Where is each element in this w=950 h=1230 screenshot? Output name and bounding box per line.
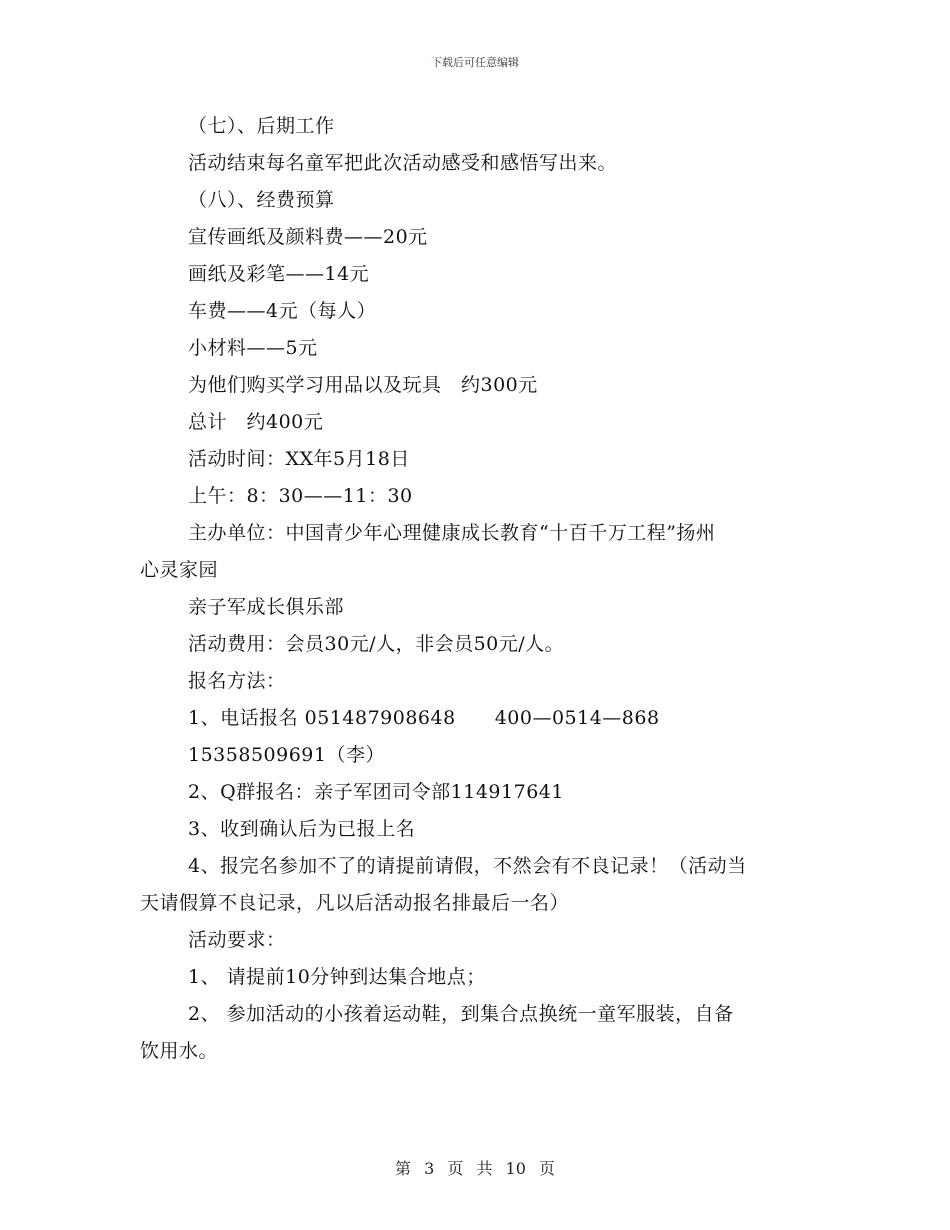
registration-qq-group: 2、Q群报名：亲子军团司令部114917641 — [188, 781, 564, 803]
paragraph-line: 活动结束每名童军把此次活动感受和感悟写出来。 — [188, 152, 618, 174]
budget-item: 车费——4元（每人） — [188, 300, 377, 322]
registration-leave-note-continued: 天请假算不良记录，凡以后活动报名排最后一名） — [140, 892, 570, 914]
activity-date: 活动时间：XX年5月18日 — [188, 448, 410, 470]
page-header: 下载后可任意编辑 — [431, 56, 519, 69]
requirement-item: 2、 参加活动的小孩着运动鞋，到集合点换统一童军服装，自备 — [188, 1003, 734, 1025]
section-heading-later-work: （七）、后期工作 — [188, 115, 335, 137]
budget-item: 小材料——5元 — [188, 337, 318, 359]
organizer-club: 亲子军成长俱乐部 — [188, 596, 345, 618]
registration-heading: 报名方法： — [188, 670, 286, 692]
requirement-item-continued: 饮用水。 — [140, 1040, 219, 1062]
organizer-line: 主办单位：中国青少年心理健康成长教育“十百千万工程”扬州 — [188, 522, 716, 544]
section-heading-budget: （八）、经费预算 — [188, 189, 335, 211]
registration-phone: 1、电话报名 051487908648 400—0514—868 — [188, 707, 660, 729]
registration-leave-note: 4、报完名参加不了的请提前请假，不然会有不良记录！（活动当 — [188, 855, 747, 877]
requirements-heading: 活动要求： — [188, 929, 286, 951]
budget-total: 总计 约400元 — [188, 411, 324, 433]
organizer-line-continued: 心灵家园 — [140, 559, 219, 581]
budget-item: 为他们购买学习用品以及玩具 约300元 — [188, 374, 538, 396]
registration-confirm: 3、收到确认后为已报上名 — [188, 818, 416, 840]
budget-item: 画纸及彩笔——14元 — [188, 263, 370, 285]
activity-fee: 活动费用：会员30元/人，非会员50元/人。 — [188, 633, 565, 655]
page-footer: 第 3 页 共 10 页 — [395, 1159, 555, 1178]
registration-phone-2: 15358509691（李） — [188, 744, 385, 766]
requirement-item: 1、 请提前10分钟到达集合地点； — [188, 966, 486, 988]
activity-time: 上午：8：30——11：30 — [188, 485, 413, 507]
budget-item: 宣传画纸及颜料费——20元 — [188, 226, 428, 248]
